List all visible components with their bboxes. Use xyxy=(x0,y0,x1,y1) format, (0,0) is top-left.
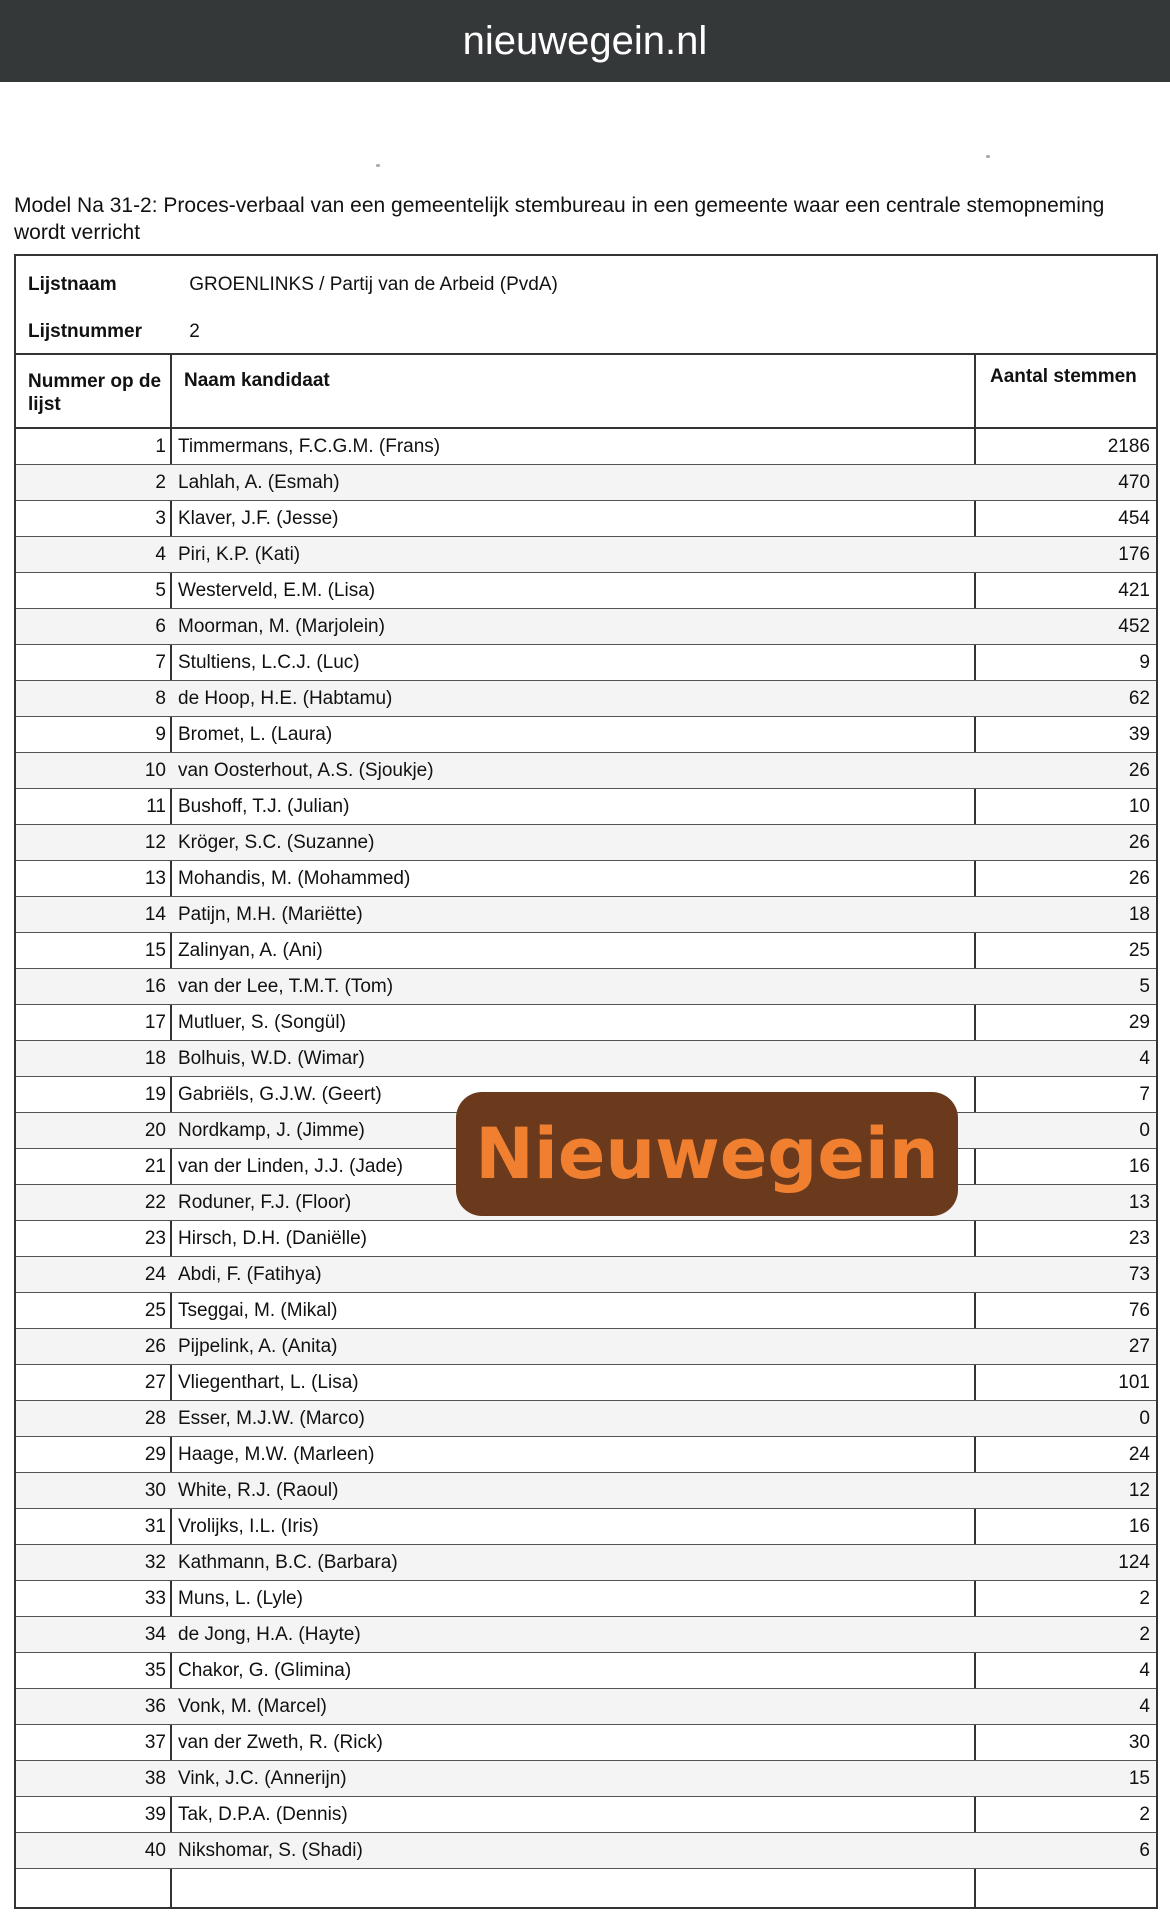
candidate-votes: 27 xyxy=(976,1329,1156,1365)
candidate-votes: 4 xyxy=(976,1689,1156,1725)
table-row xyxy=(16,1833,1156,1869)
candidate-votes: 470 xyxy=(976,465,1156,501)
candidate-number: 29 xyxy=(16,1437,172,1473)
candidate-name: Bromet, L. (Laura) xyxy=(172,717,976,753)
candidate-votes: 101 xyxy=(976,1365,1156,1401)
table-row xyxy=(16,717,1156,753)
candidate-name: Moorman, M. (Marjolein) xyxy=(172,609,976,645)
candidate-votes: 4 xyxy=(976,1653,1156,1689)
candidate-name: Esser, M.J.W. (Marco) xyxy=(172,1401,976,1437)
candidate-number: 27 xyxy=(16,1365,172,1401)
candidate-number: 17 xyxy=(16,1005,172,1041)
candidate-name: Vrolijks, I.L. (Iris) xyxy=(172,1509,976,1545)
candidate-votes: 16 xyxy=(976,1149,1156,1185)
candidate-number: 3 xyxy=(16,501,172,537)
candidate-number: 37 xyxy=(16,1725,172,1761)
candidate-number: 12 xyxy=(16,825,172,861)
candidate-votes: 7 xyxy=(976,1077,1156,1113)
candidate-name: Kröger, S.C. (Suzanne) xyxy=(172,825,976,861)
candidate-number: 8 xyxy=(16,681,172,717)
candidate-number: 21 xyxy=(16,1149,172,1185)
table-row xyxy=(16,609,1156,645)
candidate-votes: 18 xyxy=(976,897,1156,933)
candidate-votes: 5 xyxy=(976,969,1156,1005)
candidate-votes: 24 xyxy=(976,1437,1156,1473)
candidate-votes: 25 xyxy=(976,933,1156,969)
table-row xyxy=(16,789,1156,825)
candidate-name: Abdi, F. (Fatihya) xyxy=(172,1257,976,1293)
candidate-name: Chakor, G. (Glimina) xyxy=(172,1653,976,1689)
candidate-number: 30 xyxy=(16,1473,172,1509)
candidate-name: van der Lee, T.M.T. (Tom) xyxy=(172,969,976,1005)
candidate-number: 40 xyxy=(16,1833,172,1869)
table-row xyxy=(16,969,1156,1005)
table-row xyxy=(16,681,1156,717)
candidate-name: Haage, M.W. (Marleen) xyxy=(172,1437,976,1473)
table-row xyxy=(16,1437,1156,1473)
candidate-number: 7 xyxy=(16,645,172,681)
candidate-number: 9 xyxy=(16,717,172,753)
candidate-name: Muns, L. (Lyle) xyxy=(172,1581,976,1617)
table-row xyxy=(16,1509,1156,1545)
table-row xyxy=(16,573,1156,609)
candidate-number: 35 xyxy=(16,1653,172,1689)
candidate-number: 31 xyxy=(16,1509,172,1545)
candidate-number: 23 xyxy=(16,1221,172,1257)
candidate-votes: 2 xyxy=(976,1617,1156,1653)
lijstnaam-row xyxy=(28,274,558,296)
candidate-votes: 16 xyxy=(976,1509,1156,1545)
candidate-table-frame xyxy=(14,254,1158,1909)
candidate-name: Gabriëls, G.J.W. (Geert) xyxy=(172,1077,976,1113)
lijstnummer-value: 2 xyxy=(189,321,200,342)
lijstnaam-label: Lijstnaam xyxy=(28,274,117,295)
candidate-votes: 454 xyxy=(976,501,1156,537)
candidate-votes: 76 xyxy=(976,1293,1156,1329)
table-row xyxy=(16,1653,1156,1689)
candidate-votes: 13 xyxy=(976,1185,1156,1221)
candidate-name: Nikshomar, S. (Shadi) xyxy=(172,1833,976,1869)
table-row xyxy=(16,1545,1156,1581)
candidate-name: Kathmann, B.C. (Barbara) xyxy=(172,1545,976,1581)
candidate-number: 25 xyxy=(16,1293,172,1329)
candidate-name: Bushoff, T.J. (Julian) xyxy=(172,789,976,825)
candidate-votes: 26 xyxy=(976,861,1156,897)
candidate-name: Patijn, M.H. (Mariëtte) xyxy=(172,897,976,933)
candidate-votes: 2 xyxy=(976,1581,1156,1617)
table-row xyxy=(16,1329,1156,1365)
candidate-number: 14 xyxy=(16,897,172,933)
candidate-votes: 26 xyxy=(976,825,1156,861)
candidate-name: Mutluer, S. (Songül) xyxy=(172,1005,976,1041)
table-row xyxy=(16,1797,1156,1833)
candidate-votes: 62 xyxy=(976,681,1156,717)
table-row xyxy=(16,1293,1156,1329)
table-row xyxy=(16,1473,1156,1509)
top-url-bar xyxy=(0,0,1170,82)
candidate-name: Piri, K.P. (Kati) xyxy=(172,537,976,573)
candidate-name: Timmermans, F.C.G.M. (Frans) xyxy=(172,429,976,465)
candidate-name: van der Zweth, R. (Rick) xyxy=(172,1725,976,1761)
candidate-votes: 15 xyxy=(976,1761,1156,1797)
candidate-votes: 4 xyxy=(976,1041,1156,1077)
candidate-name: Nordkamp, J. (Jimme) xyxy=(172,1113,976,1149)
candidate-number: 1 xyxy=(16,429,172,465)
scan-speck xyxy=(986,155,990,158)
candidate-votes: 30 xyxy=(976,1725,1156,1761)
candidate-name: Lahlah, A. (Esmah) xyxy=(172,465,976,501)
candidate-number: 38 xyxy=(16,1761,172,1797)
table-row xyxy=(16,465,1156,501)
candidate-name: Tseggai, M. (Mikal) xyxy=(172,1293,976,1329)
table-row xyxy=(16,1005,1156,1041)
table-row xyxy=(16,1617,1156,1653)
table-row xyxy=(16,753,1156,789)
candidate-number: 19 xyxy=(16,1077,172,1113)
candidate-name: van Oosterhout, A.S. (Sjoukje) xyxy=(172,753,976,789)
candidate-name: Vonk, M. (Marcel) xyxy=(172,1689,976,1725)
document-title: Model Na 31-2: Proces-verbaal van een gemeentelijk stembureau in een gemeente waar een centrale stemopneming wordt verricht xyxy=(14,194,1105,244)
candidate-number: 15 xyxy=(16,933,172,969)
candidate-name: Bolhuis, W.D. (Wimar) xyxy=(172,1041,976,1077)
candidate-name: Zalinyan, A. (Ani) xyxy=(172,933,976,969)
column-header-number: Nummer op de lijst xyxy=(28,371,162,415)
table-row xyxy=(16,1365,1156,1401)
candidate-number: 2 xyxy=(16,465,172,501)
table-row xyxy=(16,1725,1156,1761)
candidate-name: Westerveld, E.M. (Lisa) xyxy=(172,573,976,609)
candidate-votes: 2 xyxy=(976,1797,1156,1833)
table-row xyxy=(16,1221,1156,1257)
candidate-name: Mohandis, M. (Mohammed) xyxy=(172,861,976,897)
candidate-name: de Hoop, H.E. (Habtamu) xyxy=(172,681,976,717)
candidate-number: 22 xyxy=(16,1185,172,1221)
candidate-number: 20 xyxy=(16,1113,172,1149)
table-row xyxy=(16,645,1156,681)
nieuwegein-logo-overlay xyxy=(456,1092,958,1216)
candidate-name: Vink, J.C. (Annerijn) xyxy=(172,1761,976,1797)
candidate-name: Vliegenthart, L. (Lisa) xyxy=(172,1365,976,1401)
table-row xyxy=(16,825,1156,861)
candidate-name: Roduner, F.J. (Floor) xyxy=(172,1185,976,1221)
candidate-votes: 2186 xyxy=(976,429,1156,465)
candidate-number: 36 xyxy=(16,1689,172,1725)
candidate-votes: 176 xyxy=(976,537,1156,573)
candidate-votes: 12 xyxy=(976,1473,1156,1509)
candidate-votes: 23 xyxy=(976,1221,1156,1257)
candidate-votes: 26 xyxy=(976,753,1156,789)
table-row xyxy=(16,1689,1156,1725)
candidate-number: 4 xyxy=(16,537,172,573)
candidate-number: 18 xyxy=(16,1041,172,1077)
header-divider xyxy=(16,353,1156,355)
scan-speck xyxy=(376,164,380,167)
candidate-votes: 6 xyxy=(976,1833,1156,1869)
candidate-name: Klaver, J.F. (Jesse) xyxy=(172,501,976,537)
candidate-votes: 124 xyxy=(976,1545,1156,1581)
candidate-votes: 73 xyxy=(976,1257,1156,1293)
candidate-number: 5 xyxy=(16,573,172,609)
candidate-votes: 452 xyxy=(976,609,1156,645)
lijstnaam-value: GROENLINKS / Partij van de Arbeid (PvdA) xyxy=(189,274,558,295)
candidate-number: 13 xyxy=(16,861,172,897)
table-row xyxy=(16,429,1156,465)
candidate-number: 39 xyxy=(16,1797,172,1833)
lijstnummer-label: Lijstnummer xyxy=(28,321,143,342)
candidate-number: 24 xyxy=(16,1257,172,1293)
candidate-name: Pijpelink, A. (Anita) xyxy=(172,1329,976,1365)
column-header-votes: Aantal stemmen xyxy=(990,366,1137,387)
candidate-name: Tak, D.P.A. (Dennis) xyxy=(172,1797,976,1833)
candidate-number: 32 xyxy=(16,1545,172,1581)
candidate-votes: 0 xyxy=(976,1113,1156,1149)
candidate-number: 26 xyxy=(16,1329,172,1365)
table-row xyxy=(16,501,1156,537)
table-row xyxy=(16,1401,1156,1437)
candidate-name: White, R.J. (Raoul) xyxy=(172,1473,976,1509)
candidate-number: 11 xyxy=(16,789,172,825)
candidate-name: van der Linden, J.J. (Jade) xyxy=(172,1149,976,1185)
candidate-number: 33 xyxy=(16,1581,172,1617)
candidate-votes: 9 xyxy=(976,645,1156,681)
logo-text: Nieuwegein xyxy=(475,1113,939,1195)
candidate-number: 10 xyxy=(16,753,172,789)
candidate-votes: 0 xyxy=(976,1401,1156,1437)
candidate-name: Hirsch, D.H. (Daniëlle) xyxy=(172,1221,976,1257)
candidate-number: 6 xyxy=(16,609,172,645)
candidate-name: Stultiens, L.C.J. (Luc) xyxy=(172,645,976,681)
candidate-votes: 10 xyxy=(976,789,1156,825)
lijstnummer-row xyxy=(28,321,200,343)
column-header-name: Naam kandidaat xyxy=(184,370,330,391)
candidate-votes: 29 xyxy=(976,1005,1156,1041)
candidate-number: 28 xyxy=(16,1401,172,1437)
table-row xyxy=(16,1581,1156,1617)
table-row xyxy=(16,933,1156,969)
table-row xyxy=(16,1761,1156,1797)
table-row xyxy=(16,537,1156,573)
candidate-votes: 39 xyxy=(976,717,1156,753)
table-row xyxy=(16,1257,1156,1293)
table-row xyxy=(16,1041,1156,1077)
site-domain: nieuwegein.nl xyxy=(462,18,708,63)
candidate-number: 16 xyxy=(16,969,172,1005)
candidate-name: de Jong, H.A. (Hayte) xyxy=(172,1617,976,1653)
table-row xyxy=(16,897,1156,933)
candidate-number: 34 xyxy=(16,1617,172,1653)
table-row xyxy=(16,861,1156,897)
candidate-votes: 421 xyxy=(976,573,1156,609)
